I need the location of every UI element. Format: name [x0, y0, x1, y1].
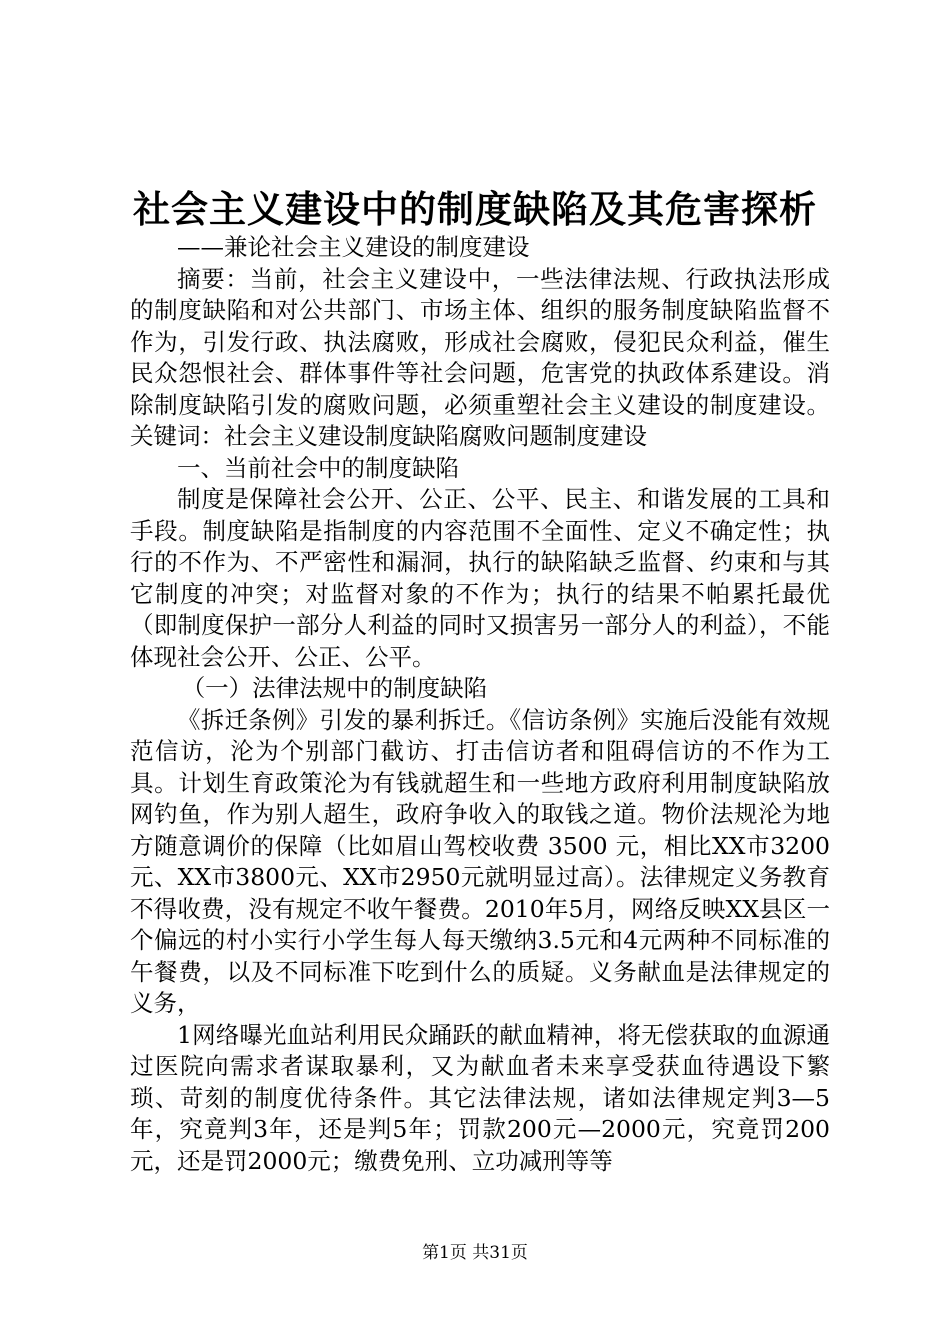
abstract-paragraph: 摘要：当前，社会主义建设中，一些法律法规、行政执法形成的制度缺陷和对公共部门、市场主体、组织的服务制度缺陷监督不作为，引发行政、执法腐败，形成社会腐败，侵犯民众利益，催生民众怨恨社会、群体事件等社会问题，危害党的执政体系建设。消除制度缺陷引发的腐败问题，必须重塑社会主义建设的制度建设。关键词：社会主义建设制度缺陷腐败问题制度建设: [130, 264, 830, 450]
section-heading: 一、当前社会中的制度缺陷: [177, 453, 459, 482]
paragraph: 《拆迁条例》引发的暴利拆迁。《信访条例》实施后没能有效规范信访，沦为个别部门截访、打击信访者和阻碍信访的不作为工具。计划生育政策沦为有钱就超生和一些地方政府利用制度缺陷放网钓鱼，作为别人超生，政府争收入的取钱之道。物价法规沦为地方随意调价的保障（比如眉山驾校收费 3500 元，相比XX市3200元、XX市3800元、XX市2950元就明显过高）。法律规定义务教育不得收费，没有规定不收午餐费。2010年5月，网络反映XX县区一个偏远的村小实行小学生每人每天缴纳3.5元和4元两种不同标准的午餐费，以及不同标准下吃到什么的质疑。义务献血是法律规定的义务，: [130, 705, 830, 1017]
subtitle: ——兼论社会主义建设的制度建设: [177, 233, 530, 261]
document-body: [130, 232, 830, 1177]
subsection-heading: （一）法律法规中的制度缺陷: [181, 674, 488, 702]
page-number: 第1页 共31页: [422, 1243, 528, 1263]
document-title: 社会主义建设中的制度缺陷及其危害探析: [133, 187, 817, 231]
paragraph: 1网络曝光血站利用民众踊跃的献血精神，将无偿获取的血源通过医院向需求者谋取暴利，又为献血者未来享受获血待遇设下繁琐、苛刻的制度优待条件。其它法律法规，诸如法律规定判3—5年，究竟判3年，还是判5年；罚款200元—2000元，究竟罚200元，还是罚2000元；缴费免刑、立功减刑等等: [130, 1020, 830, 1175]
paragraph: 制度是保障社会公开、公正、公平、民主、和谐发展的工具和手段。制度缺陷是指制度的内容范围不全面性、定义不确定性；执行的不作为、不严密性和漏洞，执行的缺陷缺乏监督、约束和与其它制度的冲突；对监督对象的不作为；执行的结果不帕累托最优（即制度保护一部分人利益的同时又损害另一部分人的利益），不能体现社会公开、公正、公平。: [130, 485, 830, 671]
